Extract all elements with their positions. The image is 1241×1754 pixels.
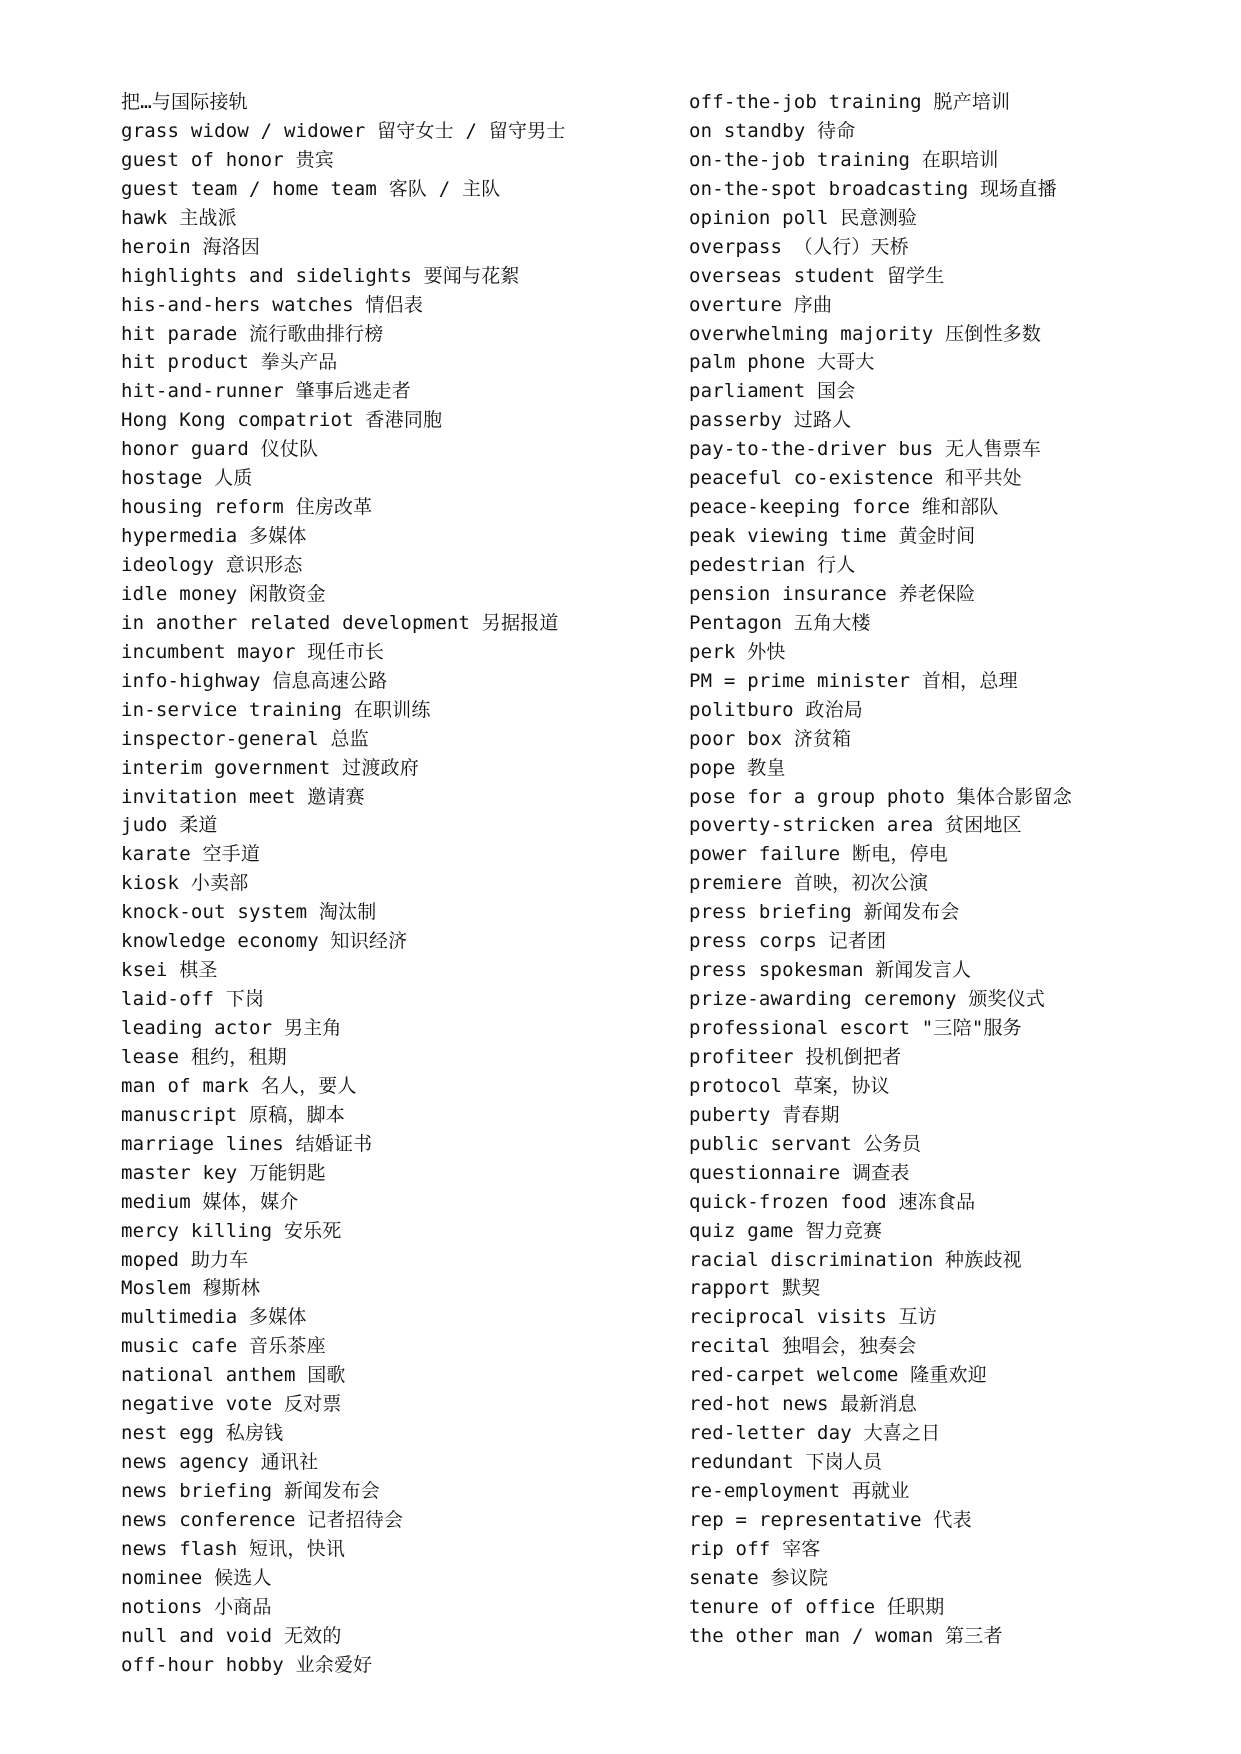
glossary-entry: honor guard 仪仗队 xyxy=(121,438,319,461)
glossary-entry: peace-keeping force 维和部队 xyxy=(689,496,999,519)
glossary-entry: manuscript 原稿，脚本 xyxy=(121,1103,346,1126)
glossary-entry: hit-and-runner 肇事后逃走者 xyxy=(121,380,411,403)
glossary-entry: mercy killing 安乐死 xyxy=(121,1219,342,1242)
glossary-entry: hawk 主战派 xyxy=(121,206,237,229)
glossary-entry: hit parade 流行歌曲排行榜 xyxy=(121,322,384,345)
glossary-entry: rep = representative 代表 xyxy=(689,1508,972,1531)
glossary-entry: puberty 青春期 xyxy=(689,1103,840,1126)
glossary-entry: ksei 棋圣 xyxy=(121,959,218,982)
glossary-entry: in-service training 在职训练 xyxy=(121,698,431,721)
left-column xyxy=(121,88,661,1680)
glossary-entry: overpass （人行）天桥 xyxy=(689,235,909,258)
glossary-entry: incumbent mayor 现任市长 xyxy=(121,640,385,663)
glossary-entry: info-highway 信息高速公路 xyxy=(121,669,388,692)
glossary-entry: kiosk 小卖部 xyxy=(121,872,249,895)
glossary-entry: recital 独唱会，独奏会 xyxy=(689,1335,917,1358)
glossary-entry: master key 万能钥匙 xyxy=(121,1161,326,1184)
glossary-entry: notions 小商品 xyxy=(121,1595,272,1618)
glossary-entry: multimedia 多媒体 xyxy=(121,1306,307,1329)
glossary-entry: on-the-job training 在职培训 xyxy=(689,148,999,171)
glossary-entry: off-the-job training 脱产培训 xyxy=(689,91,1011,113)
glossary-entry: nominee 候选人 xyxy=(121,1566,272,1589)
glossary-entry: palm phone 大哥大 xyxy=(689,351,875,374)
glossary-entry: news briefing 新闻发布会 xyxy=(121,1480,380,1502)
glossary-entry: on-the-spot broadcasting 现场直播 xyxy=(689,177,1057,200)
glossary-entry: news conference 记者招待会 xyxy=(121,1508,404,1531)
glossary-entry: overseas student 留学生 xyxy=(689,264,945,287)
glossary-entry: passerby 过路人 xyxy=(689,409,852,432)
glossary-entry: marriage lines 结婚证书 xyxy=(121,1132,373,1155)
glossary-entry: pay-to-the-driver bus 无人售票车 xyxy=(689,438,1042,461)
glossary-entry: perk 外快 xyxy=(689,640,786,663)
glossary-entry: public servant 公务员 xyxy=(689,1132,922,1155)
glossary-entry: leading actor 男主角 xyxy=(121,1017,342,1039)
glossary-entry: the other man / woman 第三者 xyxy=(689,1624,1003,1647)
glossary-entry: moped 助力车 xyxy=(121,1248,249,1271)
glossary-entry: Hong Kong compatriot 香港同胞 xyxy=(121,409,443,432)
glossary-entry: quick-frozen food 速冻食品 xyxy=(689,1190,976,1213)
glossary-entry: pope 教皇 xyxy=(689,756,786,779)
glossary-entry: news flash 短讯，快讯 xyxy=(121,1537,346,1560)
glossary-entry: negative vote 反对票 xyxy=(121,1393,342,1416)
glossary-entry: PM = prime minister 首相，总理 xyxy=(689,669,1018,692)
glossary-entry: hit product 拳头产品 xyxy=(121,351,338,374)
glossary-entry: senate 参议院 xyxy=(689,1566,829,1589)
glossary-entry: idle money 闲散资金 xyxy=(121,582,326,605)
glossary-entry: profiteer 投机倒把者 xyxy=(689,1045,902,1068)
glossary-entry: poor box 济贫箱 xyxy=(689,727,852,750)
glossary-entry: red-hot news 最新消息 xyxy=(689,1393,918,1416)
glossary-entry: red-carpet welcome 隆重欢迎 xyxy=(689,1364,987,1387)
glossary-entry: racial discrimination 种族歧视 xyxy=(689,1248,1022,1271)
glossary-entry: Pentagon 五角大楼 xyxy=(689,611,871,634)
glossary-entry: professional escort "三陪"服务 xyxy=(689,1017,1022,1039)
glossary-entry: null and void 无效的 xyxy=(121,1624,342,1647)
glossary-entry: ideology 意识形态 xyxy=(121,554,303,576)
glossary-entry: music cafe 音乐茶座 xyxy=(121,1335,326,1358)
glossary-entry: highlights and sidelights 要闻与花絮 xyxy=(121,264,520,287)
glossary-entry: rapport 默契 xyxy=(689,1277,821,1300)
glossary-entry: reciprocal visits 互访 xyxy=(689,1306,937,1329)
glossary-entry: knowledge economy 知识经济 xyxy=(121,930,408,953)
glossary-entry: his-and-hers watches 情侣表 xyxy=(121,293,424,316)
glossary-entry: grass widow / widower 留守女士 / 留守男士 xyxy=(121,119,566,142)
glossary-entry: inspector-general 总监 xyxy=(121,727,369,750)
glossary-entry: poverty-stricken area 贫困地区 xyxy=(689,814,1022,837)
glossary-entry: 把…与国际接轨 xyxy=(121,91,248,113)
glossary-entry: overwhelming majority 压倒性多数 xyxy=(689,322,1042,345)
glossary-entry: guest team / home team 客队 / 主队 xyxy=(121,177,501,200)
glossary-entry: karate 空手道 xyxy=(121,843,261,866)
glossary-entry: national anthem 国歌 xyxy=(121,1364,346,1387)
glossary-entry: premiere 首映，初次公演 xyxy=(689,872,929,895)
glossary-entry: peak viewing time 黄金时间 xyxy=(689,525,976,548)
glossary-entry: questionnaire 调查表 xyxy=(689,1161,910,1184)
glossary-entry: press spokesman 新闻发言人 xyxy=(689,959,972,982)
glossary-entry: pedestrian 行人 xyxy=(689,554,856,576)
glossary-entry: hypermedia 多媒体 xyxy=(121,525,307,548)
glossary-entry: rip off 宰客 xyxy=(689,1537,821,1560)
glossary-entry: protocol 草案，协议 xyxy=(689,1074,890,1097)
glossary-entry: man of mark 名人，要人 xyxy=(121,1074,357,1097)
glossary-entry: housing reform 住房改革 xyxy=(121,496,373,519)
glossary-entry: knock-out system 淘汰制 xyxy=(121,901,377,924)
glossary-entry: redundant 下岗人员 xyxy=(689,1451,883,1474)
glossary-entry: judo 柔道 xyxy=(121,814,218,837)
glossary-entry: red-letter day 大喜之日 xyxy=(689,1422,941,1445)
glossary-entry: news agency 通讯社 xyxy=(121,1451,319,1474)
glossary-entry: overture 序曲 xyxy=(689,293,833,316)
glossary-entry: tenure of office 任职期 xyxy=(689,1595,945,1618)
glossary-entry: laid-off 下岗 xyxy=(121,988,265,1011)
glossary-entry: pose for a group photo 集体合影留念 xyxy=(689,785,1072,808)
glossary-entry: Moslem 穆斯林 xyxy=(121,1277,261,1300)
glossary-entry: prize-awarding ceremony 颁奖仪式 xyxy=(689,988,1046,1011)
glossary-entry: lease 租约，租期 xyxy=(121,1045,287,1068)
right-column xyxy=(689,88,1209,1651)
glossary-entry: invitation meet 邀请赛 xyxy=(121,785,365,808)
glossary-entry: power failure 断电，停电 xyxy=(689,843,948,866)
glossary-entry: on standby 待命 xyxy=(689,119,856,142)
glossary-entry: peaceful co-existence 和平共处 xyxy=(689,467,1022,490)
glossary-entry: off-hour hobby 业余爱好 xyxy=(121,1653,373,1676)
glossary-entry: hostage 人质 xyxy=(121,467,253,490)
glossary-entry: press briefing 新闻发布会 xyxy=(689,901,960,924)
glossary-entry: pension insurance 养老保险 xyxy=(689,582,976,605)
glossary-entry: press corps 记者团 xyxy=(689,930,887,953)
glossary-entry: nest egg 私房钱 xyxy=(121,1422,284,1445)
glossary-entry: opinion poll 民意测验 xyxy=(689,206,918,229)
glossary-entry: re-employment 再就业 xyxy=(689,1480,910,1502)
glossary-entry: heroin 海洛因 xyxy=(121,235,261,258)
glossary-entry: quiz game 智力竞赛 xyxy=(689,1219,883,1242)
glossary-entry: medium 媒体，媒介 xyxy=(121,1190,299,1213)
glossary-entry: guest of honor 贵宾 xyxy=(121,148,334,171)
glossary-entry: parliament 国会 xyxy=(689,380,856,403)
glossary-entry: politburo 政治局 xyxy=(689,698,863,721)
glossary-entry: in another related development 另据报道 xyxy=(121,611,559,634)
glossary-entry: interim government 过渡政府 xyxy=(121,756,419,779)
